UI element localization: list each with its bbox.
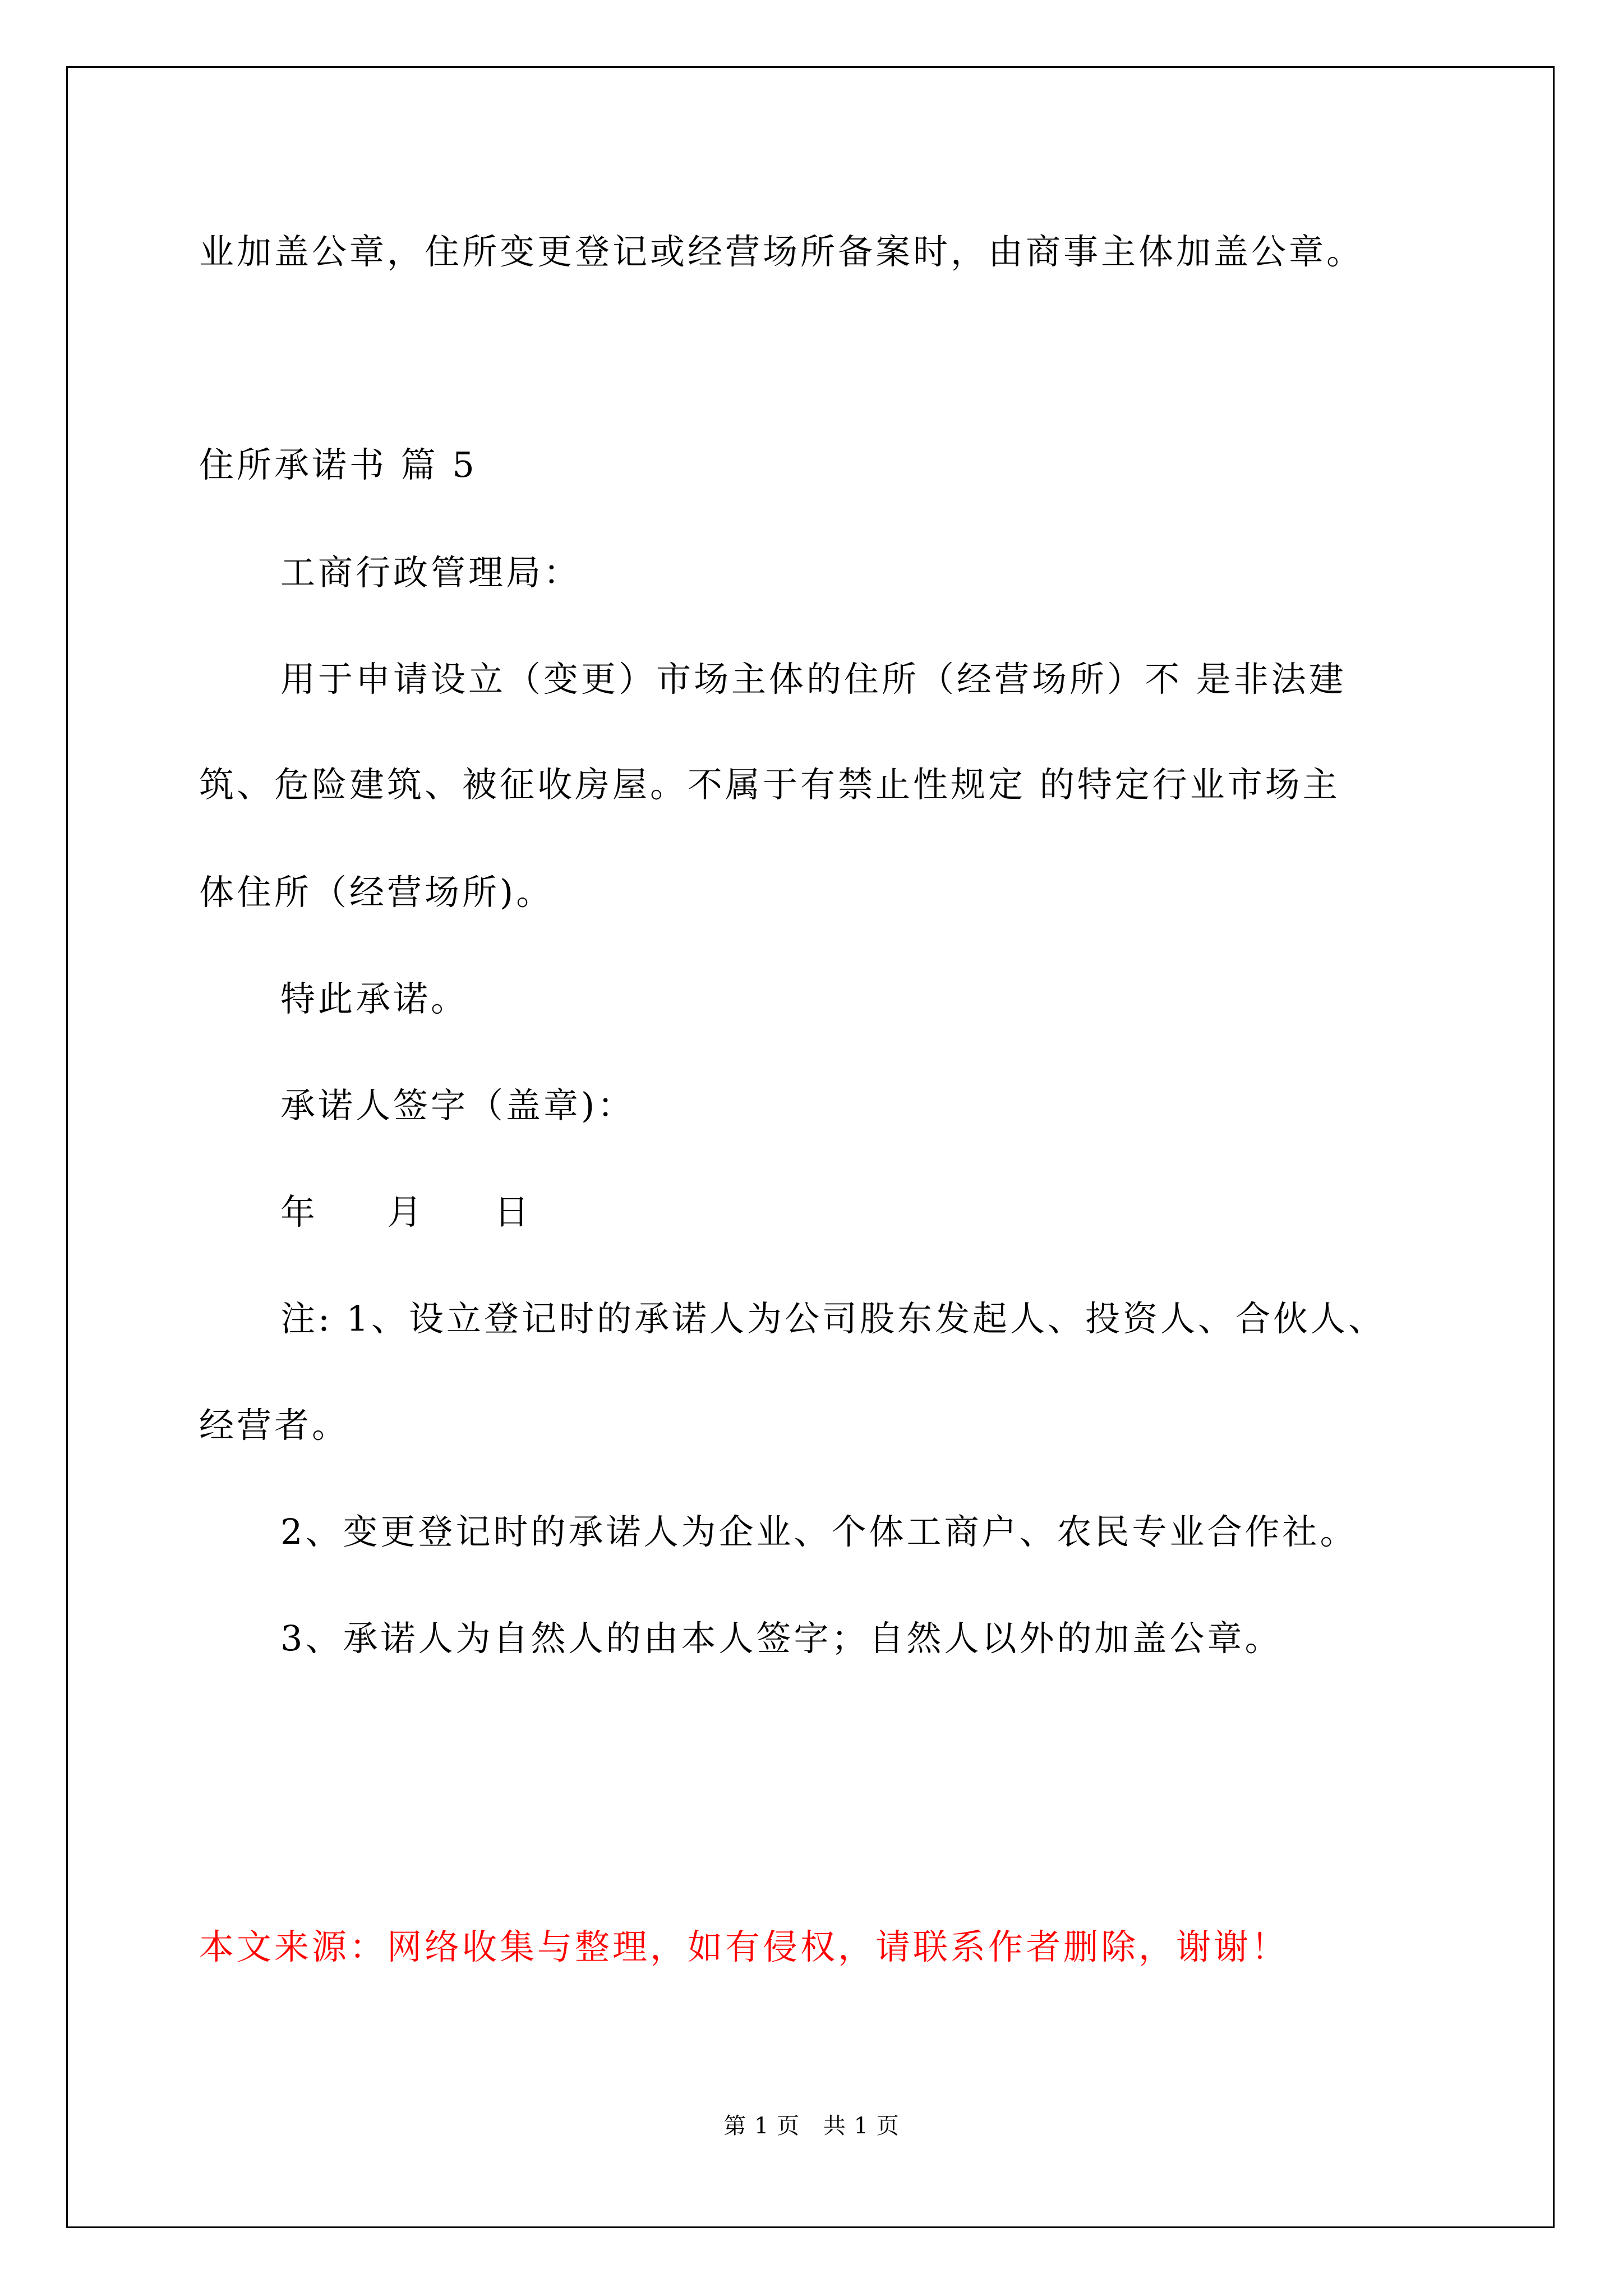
page-total: 共 1 页 [823, 2113, 900, 2139]
body-paragraph-line: 体住所（经营场所)。 [199, 872, 554, 913]
section-heading: 住所承诺书 篇 5 [199, 444, 477, 485]
page-footer [0, 2115, 1623, 2137]
date-line: 年 月 日 [280, 1191, 532, 1232]
page-number: 第 1 页 [723, 2113, 800, 2139]
closing-line: 特此承诺。 [280, 978, 469, 1019]
note-line: 经营者。 [199, 1405, 350, 1446]
source-note: 本文来源：网络收集与整理，如有侵权，请联系作者删除，谢谢！ [199, 1926, 1289, 1967]
signature-label: 承诺人签字（盖章)： [280, 1085, 635, 1126]
note-line: 注: 1、设立登记时的承诺人为公司股东发起人、投资人、合伙人、 [280, 1298, 1386, 1339]
body-paragraph-line: 筑、危险建筑、被征收房屋。不属于有禁止性规定 的特定行业市场主 [199, 764, 1340, 805]
note-line: 2、变更登记时的承诺人为企业、个体工商户、农民专业合作社。 [280, 1511, 1358, 1552]
page-border [66, 66, 1555, 2228]
continuation-line: 业加盖公章，住所变更登记或经营场所备案时，由商事主体加盖公章。 [199, 231, 1364, 272]
body-paragraph-line: 用于申请设立（变更）市场主体的住所（经营场所）不 是非法建 [280, 659, 1347, 700]
note-line: 3、承诺人为自然人的由本人签字；自然人以外的加盖公章。 [280, 1618, 1283, 1659]
addressee: 工商行政管理局： [280, 552, 582, 593]
